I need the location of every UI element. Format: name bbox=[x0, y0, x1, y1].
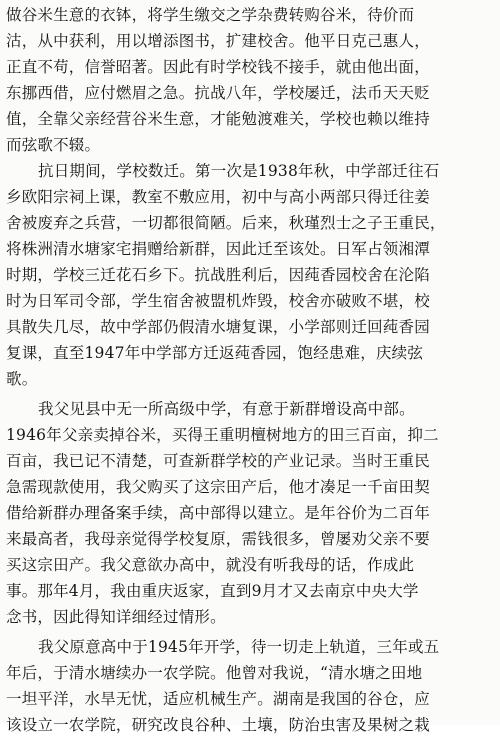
text-line: 乡欧阳宗祠上课，教室不敷应用，初中与高小两部只得迁往姜 bbox=[6, 188, 430, 206]
text-line: 复课，直至1947年中学部方迁返莼香园，饱经患难，庆续弦 bbox=[6, 344, 424, 362]
text-line: 来最高者，我母亲觉得学校复原，需钱很多，曾屡劝父亲不要 bbox=[6, 530, 430, 548]
text-line: 将株洲清水塘家宅捐赠给新群，因此迁至该处。日军占领湘潭 bbox=[6, 240, 430, 258]
text-line: 时为日军司令部，学生宿舍被盟机炸毁，校舍亦破败不堪，校 bbox=[6, 292, 430, 310]
text-line: 借给新群办理备案手续，高中部得以建立。是年谷价为二百年 bbox=[6, 504, 430, 522]
text-line: 急需现款使用，我父购买了这宗田产后，他才凑足一千亩田契 bbox=[6, 478, 430, 496]
text-line: 舍被废弃之兵营，一切都很简陋。后来，秋瑾烈士之子王重民， bbox=[6, 214, 446, 232]
text-line: 东挪西借，应付燃眉之急。抗战八年，学校屡迁，法币天天贬 bbox=[6, 84, 430, 102]
text-line: 事。那年4月，我由重庆返家，直到9月才又去南京中央大学 bbox=[6, 582, 419, 600]
paragraph-first-line: 我父原意高中于1945年开学，待一切走上轨道，三年或五 bbox=[38, 638, 440, 656]
text-line: 时期，学校三迁花石乡下。抗战胜利后，因莼香园校舍在沦陷 bbox=[6, 266, 430, 284]
text-line: 具散失几尽，故中学部仍假清水塘复课，小学部则迁回莼香园 bbox=[6, 318, 430, 336]
text-line: 正直不苟，信誉昭著。因此有时学校钱不接手，就由他出面， bbox=[6, 58, 430, 76]
text-line: 做谷米生意的衣钵，将学生缴交之学杂费转购谷米，待价而 bbox=[6, 6, 415, 24]
paragraph-first-line: 我父见县中无一所高级中学，有意于新群增设高中部。 bbox=[38, 400, 415, 418]
text-line: 值，全靠父亲经营谷米生意，才能勉渡难关，学校也赖以维持 bbox=[6, 110, 430, 128]
text-line: 百亩，我已记不清楚，可查新群学校的产业记录。当时王重民 bbox=[6, 452, 430, 470]
text-line: 该设立一农学院，研究改良谷种、土壤，防治虫害及果树之栽 bbox=[6, 716, 430, 734]
paragraph-first-line: 抗日期间，学校数迁。第一次是1938年秋，中学部迁往石 bbox=[38, 162, 440, 180]
text-line: 歌。 bbox=[6, 370, 38, 388]
text-line: 买这宗田产。我父意欲办高中，就没有听我母的话，作成此 bbox=[6, 556, 415, 574]
text-line: 念书，因此得知详细经过情形。 bbox=[6, 608, 226, 626]
text-line: 一坦平洋，水旱无忧，适应机械生产。湖南是我国的谷仓，应 bbox=[6, 690, 430, 708]
text-line: 年后，于清水塘续办一农学院。他曾对我说，“清水塘之田地 bbox=[6, 664, 423, 682]
text-line: 而弦歌不辍。 bbox=[6, 136, 101, 154]
text-line: 沽，从中获利，用以增添图书，扩建校舍。他平日克己惠人， bbox=[6, 32, 430, 50]
text-line: 1946年父亲卖掉谷米，买得王重明檀树地方的田三百亩，抑二 bbox=[6, 426, 439, 444]
